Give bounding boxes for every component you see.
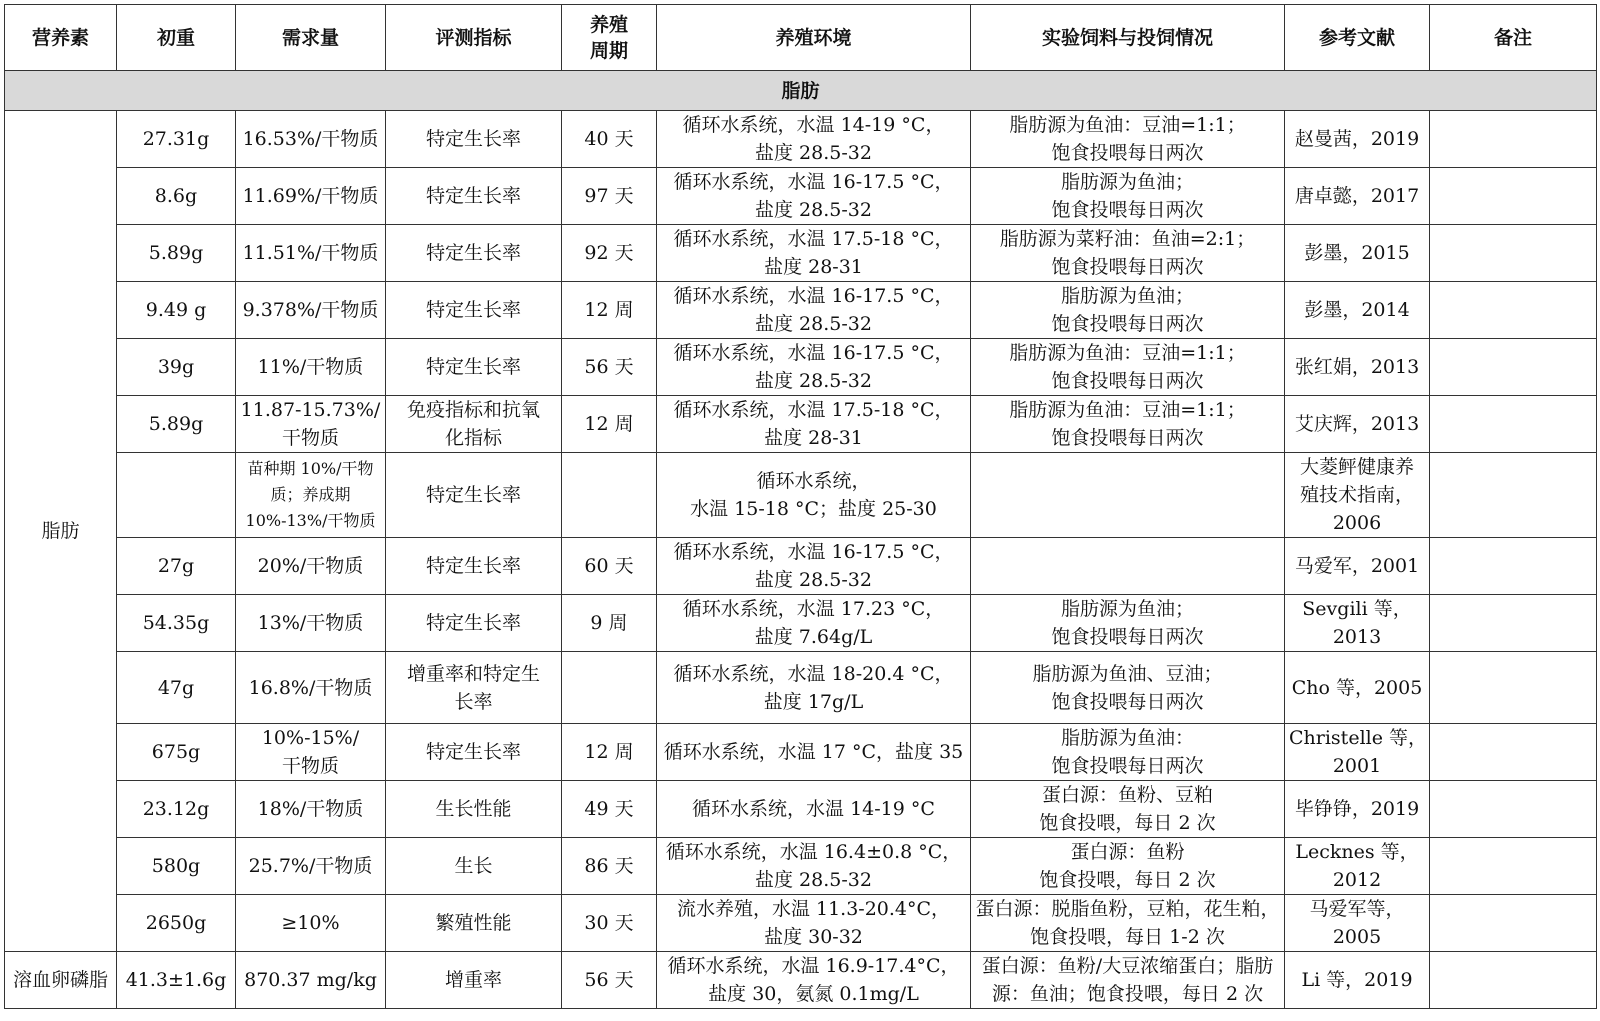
reference-cell — [1285, 652, 1430, 724]
feed-cell-line: 脂肪源为鱼油； — [1060, 171, 1194, 193]
indicator-cell-line: 长率 — [454, 690, 493, 713]
col-header-nutrient: 营养素 — [5, 5, 117, 71]
indicator-cell — [386, 952, 562, 1009]
requirement-cell-line: 18%/干物质 — [257, 798, 364, 820]
environment-cell — [657, 595, 971, 652]
indicator-cell-line: 特定生长率 — [425, 612, 521, 634]
table-row — [5, 652, 1597, 724]
requirement-cell — [236, 111, 386, 168]
initial-weight-cell: 54.35g — [117, 595, 236, 652]
requirement-cell-line: 质；养成期 — [270, 485, 351, 504]
period-cell: 92 天 — [562, 225, 657, 282]
feed-cell — [971, 225, 1285, 282]
table-row — [5, 111, 1597, 168]
environment-cell-line: 循环水系统，水温 16.4±0.8 °C， — [665, 841, 962, 863]
environment-cell-line: 循环水系统，水温 14-19 °C， — [682, 114, 945, 136]
table-row — [5, 952, 1597, 1009]
col-header-period — [562, 5, 657, 71]
environment-cell-line: 盐度 28-31 — [764, 427, 863, 449]
initial-weight-cell: 27g — [117, 538, 236, 595]
initial-weight-cell — [117, 453, 236, 538]
indicator-cell-line: 特定生长率 — [425, 555, 521, 577]
indicator-cell-line: 特定生长率 — [425, 484, 521, 506]
remark-cell — [1430, 652, 1597, 724]
feed-cell-line: 饱食投喂每日两次 — [1051, 755, 1204, 777]
feed-cell-line: 饱食投喂，每日 2 次 — [1039, 812, 1216, 834]
table-row — [5, 538, 1597, 595]
reference-cell-line: 马爱军等， — [1309, 898, 1405, 920]
requirement-cell — [236, 168, 386, 225]
requirement-cell — [236, 396, 386, 453]
feed-cell-line: 饱食投喂，每日 1-2 次 — [1030, 926, 1225, 948]
environment-cell — [657, 396, 971, 453]
environment-cell — [657, 225, 971, 282]
remark-cell — [1430, 538, 1597, 595]
indicator-cell — [386, 225, 562, 282]
feed-cell-line: 蛋白源：脱脂鱼粉，豆粕，花生粕， — [975, 898, 1280, 920]
reference-cell — [1285, 225, 1430, 282]
environment-cell — [657, 895, 971, 952]
requirement-cell-line: 870.37 mg/kg — [244, 969, 377, 991]
reference-cell-line: Lecknes 等， — [1295, 841, 1419, 863]
environment-cell — [657, 111, 971, 168]
requirement-cell-line: 11.51%/干物质 — [242, 242, 379, 264]
table-row — [5, 724, 1597, 781]
remark-cell — [1430, 396, 1597, 453]
indicator-cell-line: 特定生长率 — [425, 299, 521, 321]
feed-cell — [971, 595, 1285, 652]
indicator-cell — [386, 111, 562, 168]
indicator-cell-line: 生长 — [454, 855, 493, 877]
period-cell: 12 周 — [562, 724, 657, 781]
requirement-cell — [236, 781, 386, 838]
reference-cell-line: Christelle 等， — [1289, 727, 1428, 749]
reference-cell — [1285, 396, 1430, 453]
feed-cell — [971, 282, 1285, 339]
environment-cell — [657, 838, 971, 895]
period-cell — [562, 453, 657, 538]
period-cell: 30 天 — [562, 895, 657, 952]
requirement-cell-line: ≥10% — [281, 912, 340, 934]
feed-cell-line: 饱食投喂，每日 2 次 — [1039, 869, 1216, 891]
col-header-requirement: 需求量 — [236, 5, 386, 71]
indicator-cell — [386, 453, 562, 538]
requirement-cell-line: 20%/干物质 — [257, 555, 364, 577]
period-cell: 56 天 — [562, 952, 657, 1009]
feed-cell — [971, 453, 1285, 538]
environment-cell-line: 循环水系统，水温 17.23 °C， — [682, 598, 945, 620]
environment-cell-line: 盐度 30-32 — [764, 926, 863, 948]
feed-cell-line: 脂肪源为鱼油、豆油； — [1032, 662, 1223, 685]
reference-cell — [1285, 453, 1430, 538]
remark-cell — [1430, 952, 1597, 1009]
period-cell: 56 天 — [562, 339, 657, 396]
feed-cell-line: 饱食投喂每日两次 — [1051, 427, 1204, 449]
reference-cell-line: 大菱鲆健康养 — [1299, 456, 1414, 478]
feed-cell-line: 蛋白源：鱼粉、豆粕 — [1041, 784, 1213, 806]
environment-cell-line: 盐度 28-31 — [764, 256, 863, 278]
period-header-line: 周期 — [589, 39, 628, 62]
indicator-cell-line: 增重率和特定生 — [406, 662, 540, 685]
reference-cell-line: Cho 等，2005 — [1291, 676, 1423, 699]
indicator-cell — [386, 339, 562, 396]
section-row — [5, 71, 1597, 111]
reference-cell-line: 2001 — [1332, 755, 1382, 777]
reference-cell-line: Sevgili 等， — [1302, 598, 1412, 620]
period-cell — [562, 652, 657, 724]
requirement-cell-line: 16.8%/干物质 — [248, 676, 373, 699]
reference-cell — [1285, 168, 1430, 225]
reference-cell-line: 艾庆辉，2013 — [1294, 413, 1420, 435]
remark-cell — [1430, 724, 1597, 781]
requirement-cell-line: 苗种期 10%/干物 — [247, 459, 374, 478]
indicator-cell-line: 特定生长率 — [425, 741, 521, 763]
period-cell: 49 天 — [562, 781, 657, 838]
reference-cell — [1285, 282, 1430, 339]
nutrient-requirement-table — [4, 4, 1597, 1009]
environment-cell-line: 循环水系统， — [756, 470, 871, 492]
indicator-cell-line: 特定生长率 — [425, 242, 521, 264]
environment-cell-line: 水温 15-18 °C；盐度 25-30 — [690, 498, 937, 520]
col-header-feed: 实验饲料与投饲情况 — [971, 5, 1285, 71]
initial-weight-cell: 41.3±1.6g — [117, 952, 236, 1009]
requirement-cell — [236, 282, 386, 339]
requirement-cell — [236, 339, 386, 396]
indicator-cell-line: 特定生长率 — [425, 128, 521, 150]
initial-weight-cell: 2650g — [117, 895, 236, 952]
reference-cell-line: 赵曼茜，2019 — [1294, 128, 1420, 150]
remark-cell — [1430, 282, 1597, 339]
requirement-cell — [236, 538, 386, 595]
reference-cell-line: 2005 — [1332, 926, 1382, 948]
feed-cell-line: 饱食投喂每日两次 — [1051, 370, 1204, 392]
indicator-cell-line: 生长性能 — [435, 798, 512, 820]
environment-cell-line: 循环水系统，水温 16-17.5 °C， — [673, 285, 954, 307]
period-cell: 12 周 — [562, 396, 657, 453]
environment-cell-line: 盐度 28.5-32 — [755, 869, 872, 891]
indicator-cell-line: 增重率 — [444, 969, 502, 991]
col-header-indicator: 评测指标 — [386, 5, 562, 71]
remark-cell — [1430, 838, 1597, 895]
period-cell: 12 周 — [562, 282, 657, 339]
environment-cell-line: 循环水系统，水温 18-20.4 °C， — [673, 662, 954, 685]
requirement-cell — [236, 595, 386, 652]
environment-cell-line: 盐度 28.5-32 — [755, 199, 872, 221]
feed-cell-line: 饱食投喂每日两次 — [1051, 199, 1204, 221]
table-row — [5, 225, 1597, 282]
remark-cell — [1430, 453, 1597, 538]
reference-cell-line: 2006 — [1332, 512, 1382, 534]
col-header-remark: 备注 — [1430, 5, 1597, 71]
environment-cell-line: 循环水系统，水温 16-17.5 °C， — [673, 342, 954, 364]
period-cell: 40 天 — [562, 111, 657, 168]
environment-cell-line: 盐度 28.5-32 — [755, 142, 872, 164]
requirement-cell-line: 9.378%/干物质 — [242, 299, 379, 321]
period-cell: 86 天 — [562, 838, 657, 895]
environment-cell — [657, 952, 971, 1009]
environment-cell-line: 循环水系统，水温 14-19 °C — [692, 798, 935, 820]
reference-cell-line: 2013 — [1332, 626, 1382, 648]
indicator-cell — [386, 781, 562, 838]
initial-weight-cell: 675g — [117, 724, 236, 781]
environment-cell-line: 盐度 28.5-32 — [755, 370, 872, 392]
remark-cell — [1430, 225, 1597, 282]
reference-cell — [1285, 895, 1430, 952]
feed-cell — [971, 652, 1285, 724]
feed-cell-line: 脂肪源为鱼油：豆油=1:1； — [1009, 342, 1246, 364]
environment-cell-line: 循环水系统，水温 16-17.5 °C， — [673, 171, 954, 193]
environment-cell-line: 流水养殖，水温 11.3-20.4°C， — [676, 898, 951, 920]
reference-cell-line: 马爱军，2001 — [1294, 555, 1420, 577]
reference-cell-line: 殖技术指南， — [1299, 484, 1414, 506]
requirement-cell — [236, 453, 386, 538]
requirement-cell — [236, 652, 386, 724]
environment-cell-line: 盐度 7.64g/L — [754, 626, 873, 648]
feed-cell — [971, 895, 1285, 952]
requirement-cell-line: 干物质 — [281, 427, 339, 449]
table-row — [5, 339, 1597, 396]
reference-cell-line: 彭墨，2014 — [1304, 299, 1410, 321]
initial-weight-cell: 580g — [117, 838, 236, 895]
environment-cell — [657, 339, 971, 396]
indicator-cell — [386, 724, 562, 781]
table-row — [5, 595, 1597, 652]
reference-cell — [1285, 339, 1430, 396]
environment-cell — [657, 282, 971, 339]
feed-cell — [971, 339, 1285, 396]
remark-cell — [1430, 339, 1597, 396]
requirement-cell-line: 干物质 — [281, 755, 339, 777]
reference-cell-line: Li 等，2019 — [1301, 969, 1413, 991]
environment-cell-line: 循环水系统，水温 17 °C，盐度 35 — [663, 741, 964, 763]
table-row — [5, 895, 1597, 952]
indicator-cell — [386, 652, 562, 724]
environment-cell-line: 盐度 28.5-32 — [755, 569, 872, 591]
indicator-cell — [386, 396, 562, 453]
period-cell: 60 天 — [562, 538, 657, 595]
initial-weight-cell: 27.31g — [117, 111, 236, 168]
requirement-cell-line: 10%-13%/干物质 — [245, 511, 376, 530]
initial-weight-cell: 5.89g — [117, 396, 236, 453]
indicator-cell-line: 繁殖性能 — [435, 912, 512, 934]
remark-cell — [1430, 895, 1597, 952]
nutrient-cell: 脂肪 — [5, 111, 117, 952]
nutrient-cell: 溶血卵磷脂 — [5, 952, 117, 1009]
feed-cell-line: 脂肪源为鱼油：豆油=1:1； — [1009, 399, 1246, 421]
initial-weight-cell: 47g — [117, 652, 236, 724]
col-header-reference: 参考文献 — [1285, 5, 1430, 71]
table-row — [5, 282, 1597, 339]
requirement-cell — [236, 225, 386, 282]
feed-cell-line: 脂肪源为鱼油； — [1060, 285, 1194, 307]
table-row — [5, 453, 1597, 538]
table-row — [5, 396, 1597, 453]
environment-cell-line: 盐度 17g/L — [763, 690, 864, 713]
feed-cell — [971, 538, 1285, 595]
indicator-cell-line: 免疫指标和抗氧 — [406, 399, 540, 421]
environment-cell-line: 盐度 28.5-32 — [755, 313, 872, 335]
feed-cell-line: 饱食投喂每日两次 — [1051, 256, 1204, 278]
environment-cell — [657, 724, 971, 781]
period-header-line: 养殖 — [589, 13, 628, 36]
feed-cell — [971, 168, 1285, 225]
col-header-environment: 养殖环境 — [657, 5, 971, 71]
environment-cell — [657, 652, 971, 724]
environment-cell-line: 循环水系统，水温 16-17.5 °C， — [673, 541, 954, 563]
requirement-cell-line: 16.53%/干物质 — [242, 128, 379, 150]
requirement-cell-line: 13%/干物质 — [257, 612, 364, 634]
initial-weight-cell: 5.89g — [117, 225, 236, 282]
remark-cell — [1430, 781, 1597, 838]
indicator-cell — [386, 838, 562, 895]
initial-weight-cell: 23.12g — [117, 781, 236, 838]
feed-cell — [971, 396, 1285, 453]
feed-cell-line: 脂肪源为鱼油； — [1060, 598, 1194, 620]
requirement-cell — [236, 895, 386, 952]
table-row — [5, 168, 1597, 225]
feed-cell — [971, 781, 1285, 838]
reference-cell — [1285, 595, 1430, 652]
requirement-cell — [236, 952, 386, 1009]
indicator-cell — [386, 895, 562, 952]
environment-cell — [657, 168, 971, 225]
feed-cell — [971, 724, 1285, 781]
indicator-cell-line: 特定生长率 — [425, 356, 521, 378]
feed-cell-line: 脂肪源为鱼油：豆油=1:1； — [1009, 114, 1246, 136]
section-title: 脂肪 — [5, 71, 1597, 111]
reference-cell-line: 张红娟，2013 — [1294, 356, 1420, 378]
header-row — [5, 5, 1597, 71]
requirement-cell-line: 25.7%/干物质 — [248, 855, 373, 877]
initial-weight-cell: 39g — [117, 339, 236, 396]
initial-weight-cell: 9.49 g — [117, 282, 236, 339]
feed-cell-line: 蛋白源：鱼粉/大豆浓缩蛋白；脂肪 — [981, 955, 1274, 977]
environment-cell — [657, 453, 971, 538]
period-cell: 97 天 — [562, 168, 657, 225]
reference-cell — [1285, 952, 1430, 1009]
remark-cell — [1430, 595, 1597, 652]
initial-weight-cell: 8.6g — [117, 168, 236, 225]
reference-cell — [1285, 538, 1430, 595]
requirement-cell — [236, 838, 386, 895]
reference-cell — [1285, 781, 1430, 838]
indicator-cell — [386, 538, 562, 595]
feed-cell-line: 饱食投喂每日两次 — [1051, 690, 1204, 713]
environment-cell-line: 盐度 30，氨氮 0.1mg/L — [708, 983, 919, 1005]
feed-cell — [971, 952, 1285, 1009]
feed-cell-line: 蛋白源：鱼粉 — [1070, 841, 1185, 863]
feed-cell-line: 脂肪源为菜籽油：鱼油=2:1； — [999, 228, 1256, 250]
reference-cell — [1285, 724, 1430, 781]
requirement-cell — [236, 724, 386, 781]
table-row — [5, 781, 1597, 838]
environment-cell-line: 循环水系统，水温 16.9-17.4°C， — [667, 955, 960, 977]
requirement-cell-line: 10%-15%/ — [261, 727, 360, 749]
feed-cell — [971, 111, 1285, 168]
feed-cell-line: 源：鱼油；饱食投喂，每日 2 次 — [991, 983, 1264, 1005]
feed-cell-line: 饱食投喂每日两次 — [1051, 313, 1204, 335]
indicator-cell — [386, 595, 562, 652]
requirement-cell-line: 11.87-15.73%/ — [240, 399, 381, 421]
indicator-cell-line: 化指标 — [444, 427, 502, 449]
remark-cell — [1430, 168, 1597, 225]
environment-cell — [657, 538, 971, 595]
requirement-cell-line: 11%/干物质 — [257, 356, 364, 378]
table-row — [5, 838, 1597, 895]
period-cell: 9 周 — [562, 595, 657, 652]
indicator-cell-line: 特定生长率 — [425, 185, 521, 207]
reference-cell-line: 2012 — [1332, 869, 1382, 891]
environment-cell-line: 循环水系统，水温 17.5-18 °C， — [673, 399, 954, 421]
reference-cell — [1285, 111, 1430, 168]
requirement-cell-line: 11.69%/干物质 — [242, 185, 379, 207]
reference-cell-line: 彭墨，2015 — [1304, 242, 1410, 264]
reference-cell-line: 毕铮铮，2019 — [1294, 798, 1420, 820]
feed-cell-line: 脂肪源为鱼油： — [1060, 727, 1194, 749]
feed-cell-line: 饱食投喂每日两次 — [1051, 142, 1204, 164]
reference-cell-line: 唐卓懿，2017 — [1294, 185, 1420, 207]
col-header-initial-weight: 初重 — [117, 5, 236, 71]
indicator-cell — [386, 168, 562, 225]
environment-cell-line: 循环水系统，水温 17.5-18 °C， — [673, 228, 954, 250]
feed-cell-line: 饱食投喂每日两次 — [1051, 626, 1204, 648]
indicator-cell — [386, 282, 562, 339]
environment-cell — [657, 781, 971, 838]
feed-cell — [971, 838, 1285, 895]
reference-cell — [1285, 838, 1430, 895]
remark-cell — [1430, 111, 1597, 168]
